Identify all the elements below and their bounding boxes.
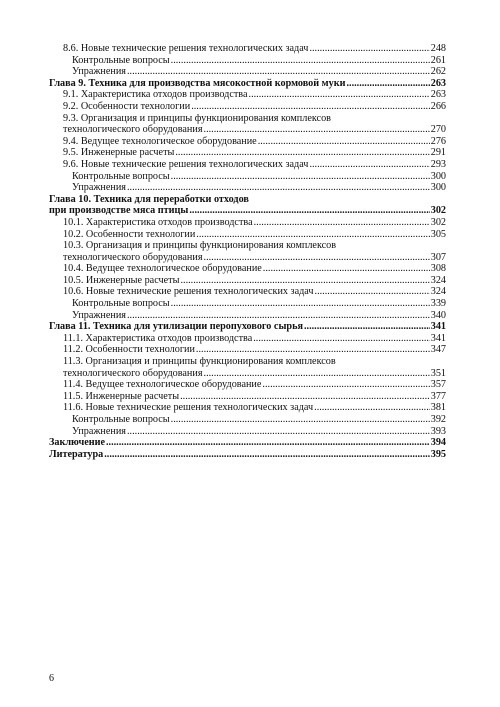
toc-entry	[49, 89, 446, 101]
dot-leader	[127, 66, 430, 78]
toc-entry	[49, 136, 446, 148]
toc-page-number: 357	[430, 379, 446, 391]
toc-entry-title-line: 10.3. Организация и принципы функционирования комплексов	[63, 240, 337, 252]
toc-entry	[49, 414, 446, 426]
toc-entry	[49, 217, 446, 229]
toc-page-number: 266	[430, 100, 446, 112]
toc-page-number: 300	[430, 170, 446, 182]
dot-leader	[106, 437, 430, 449]
toc-page-number: 341	[430, 321, 446, 333]
toc-page-number: 340	[430, 309, 446, 321]
toc-entry-title: Глава 11. Техника для утилизации перопухового сырья	[49, 321, 303, 333]
toc-page-number: 394	[430, 437, 446, 449]
toc-entry	[49, 298, 446, 310]
toc-chapter-entry	[49, 437, 446, 449]
toc-entry	[49, 402, 446, 414]
toc-entry-title: Упражнения	[72, 66, 126, 78]
toc-entry-title: при производстве мяса птицы	[49, 205, 189, 217]
dot-leader	[171, 55, 430, 67]
toc-entry	[49, 426, 446, 438]
toc-entry-title: Контрольные вопросы	[72, 54, 170, 66]
dot-leader	[171, 414, 430, 426]
toc-page-number: 293	[430, 158, 446, 170]
toc-page-number: 347	[430, 344, 446, 356]
dot-leader	[304, 321, 430, 333]
toc-entry	[49, 229, 446, 241]
dot-leader	[309, 159, 429, 171]
toc-entry-title: 11.5. Инженерные расчеты	[63, 390, 180, 402]
toc-entry-title: Контрольные вопросы	[72, 414, 170, 425]
toc-entry-title: Заключение	[49, 437, 105, 449]
toc-page-number: 263	[430, 89, 446, 101]
toc-entry-title: Контрольные вопросы	[72, 170, 170, 182]
dot-leader	[127, 182, 430, 194]
toc-page-number: 291	[430, 147, 446, 159]
dot-leader	[346, 78, 429, 90]
toc-entry	[49, 391, 446, 403]
toc-page-number: 300	[430, 182, 446, 194]
toc-entry-title: 10.2. Особенности технологии	[63, 228, 196, 240]
dot-leader	[171, 171, 430, 183]
dot-leader	[180, 275, 429, 287]
toc-entry-title: 11.4. Ведущее технологическое оборудование	[63, 379, 262, 391]
dot-leader	[249, 89, 430, 101]
toc-entry	[49, 333, 446, 345]
toc-entry	[49, 159, 446, 171]
dot-leader	[104, 449, 430, 461]
dot-leader	[263, 263, 430, 275]
toc-entry	[49, 310, 446, 322]
toc-entry-title: 9.2. Особенности технологии	[63, 100, 191, 112]
toc-page-number: 341	[430, 332, 446, 344]
toc-entry-title-line: 9.3. Организация и принципы функционирования комплексов	[63, 112, 331, 124]
toc-entry	[49, 379, 446, 391]
toc-page-number: 302	[430, 216, 446, 228]
toc-entry	[49, 356, 446, 379]
toc-entry-title: 9.6. Новые технические решения технологических задач	[63, 158, 309, 170]
toc-entry-title: 11.6. Новые технические решения технологических задач	[63, 402, 314, 414]
toc-entry-title-line: 11.3. Организация и принципы функционирования комплексов	[63, 356, 336, 368]
toc-page-number: 302	[430, 205, 446, 217]
toc-entry-title: 10.4. Ведущее технологическое оборудование	[63, 263, 262, 275]
toc-entry-title-line: Глава 10. Техника для переработки отходов	[49, 193, 249, 205]
dot-leader	[196, 229, 429, 241]
toc-entry	[49, 171, 446, 183]
toc-page-number: 392	[430, 414, 446, 425]
dot-leader	[315, 286, 430, 298]
toc-entry-title: технологического оборудования	[63, 124, 203, 136]
dot-leader	[309, 43, 429, 55]
toc-entry	[49, 240, 446, 263]
toc-entry-title: 9.5. Инженерные расчеты	[63, 147, 175, 159]
toc-page-number: 248	[430, 43, 446, 54]
toc-entry-title: 10.1. Характеристика отходов производства	[63, 216, 253, 228]
toc-page-number: 276	[430, 135, 446, 147]
toc-entry	[49, 263, 446, 275]
dot-leader	[127, 310, 430, 322]
toc-entry-title: Упражнения	[72, 182, 126, 194]
toc-entry-title: 11.1. Характеристика отходов производства	[63, 332, 253, 344]
dot-leader	[254, 217, 430, 229]
dot-leader	[189, 205, 429, 217]
toc-page-number: 307	[430, 251, 446, 263]
toc-entry	[49, 147, 446, 159]
toc-entry	[49, 101, 446, 113]
toc-page-number: 395	[430, 448, 446, 460]
toc-entry	[49, 182, 446, 194]
toc-entry	[49, 113, 446, 136]
toc-page-number: 393	[430, 425, 446, 437]
toc-page-number: 377	[430, 390, 446, 402]
toc-page-number: 324	[430, 286, 446, 298]
toc-page-number: 263	[430, 77, 446, 89]
dot-leader	[253, 333, 429, 345]
dot-leader	[171, 298, 430, 310]
toc-chapter-entry	[49, 449, 446, 461]
toc-page-number: 261	[430, 54, 446, 66]
toc-entry-title: 9.1. Характеристика отходов производства	[63, 89, 248, 101]
page-number: 6	[49, 673, 54, 684]
toc-entry-title: 8.6. Новые технические решения технологических задач	[63, 43, 309, 54]
dot-leader	[191, 101, 430, 113]
toc-entry-title: Контрольные вопросы	[72, 298, 170, 310]
dot-leader	[127, 426, 430, 438]
toc-entry-title: Глава 9. Техника для производства мясокостной кормовой муки	[49, 77, 346, 89]
toc-entry	[49, 286, 446, 298]
toc-entry-title: технологического оборудования	[63, 367, 203, 379]
toc-page-number: 324	[430, 274, 446, 286]
dot-leader	[204, 124, 430, 136]
toc-entry-title: Упражнения	[72, 425, 126, 437]
toc-entry	[49, 344, 446, 356]
dot-leader	[204, 368, 430, 380]
table-of-contents	[49, 43, 446, 460]
dot-leader	[258, 136, 430, 148]
toc-page-number: 270	[430, 124, 446, 136]
toc-entry-title: 9.4. Ведущее технологическое оборудование	[63, 135, 257, 147]
toc-entry	[49, 43, 446, 55]
toc-entry-title: Литература	[49, 448, 104, 460]
toc-entry-title: 11.2. Особенности технологии	[63, 344, 195, 356]
dot-leader	[314, 402, 430, 414]
toc-entry	[49, 275, 446, 287]
dot-leader	[262, 379, 429, 391]
toc-entry	[49, 66, 446, 78]
toc-entry-title: 10.6. Новые технические решения технологических задач	[63, 286, 314, 298]
toc-entry-title: технологического оборудования	[63, 251, 203, 263]
toc-page-number: 381	[430, 402, 446, 414]
toc-page-number: 339	[430, 298, 446, 310]
toc-page-number: 262	[430, 66, 446, 78]
toc-page-number: 305	[430, 228, 446, 240]
toc-entry	[49, 55, 446, 67]
toc-chapter-entry	[49, 194, 446, 217]
dot-leader	[204, 252, 430, 264]
toc-entry-title: 10.5. Инженерные расчеты	[63, 274, 180, 286]
dot-leader	[180, 391, 430, 403]
toc-page-number: 351	[430, 367, 446, 379]
toc-chapter-entry	[49, 78, 446, 90]
dot-leader	[196, 344, 430, 356]
toc-entry-title: Упражнения	[72, 309, 126, 321]
toc-chapter-entry	[49, 321, 446, 333]
dot-leader	[175, 147, 429, 159]
toc-page-number: 308	[430, 263, 446, 275]
